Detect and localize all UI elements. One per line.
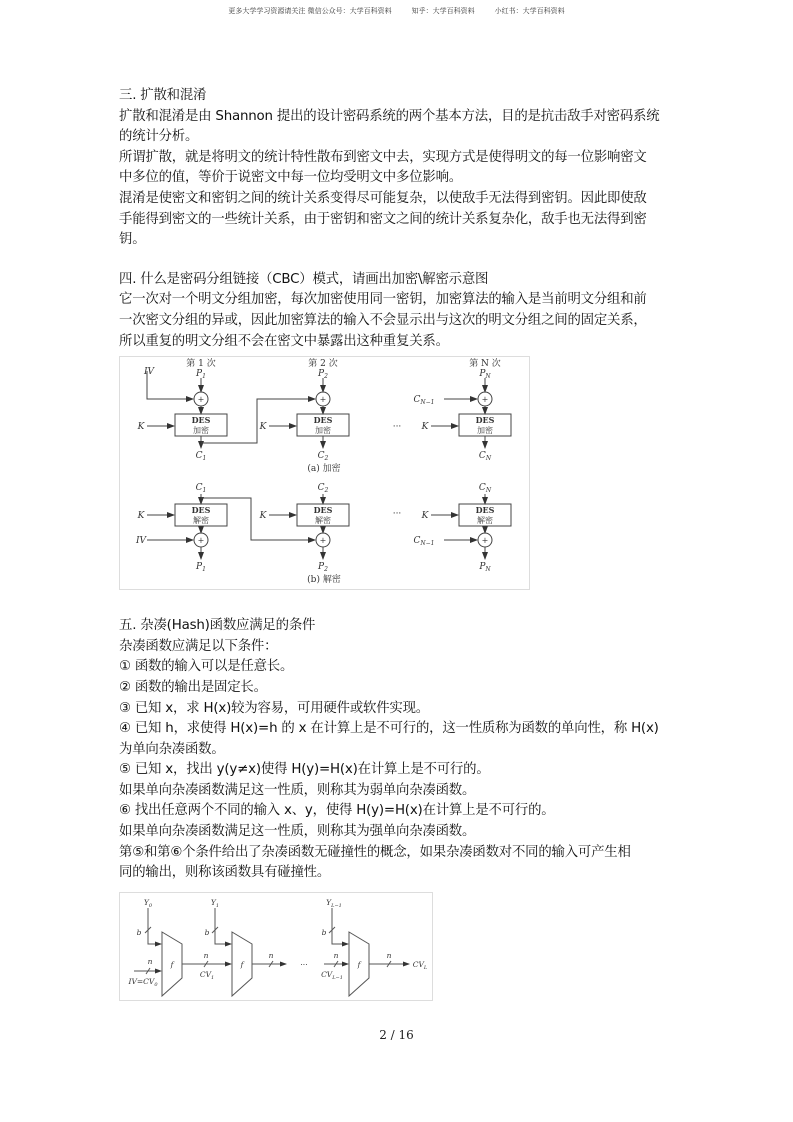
page-header xyxy=(0,6,793,16)
plaintext-label: $P_N$ xyxy=(479,369,491,381)
paragraph-line: 的统计分析。 xyxy=(119,129,199,145)
n-label: n xyxy=(386,950,392,960)
caption-encrypt: (a) 加密 xyxy=(307,464,341,475)
paragraph-line: 第⑤和第⑥个条件给出了杂凑函数无碰撞性的概念，如果杂凑函数对不同的输入可产生相 xyxy=(119,844,631,860)
encrypt-label: 加密 xyxy=(315,426,331,436)
paragraph-line: 为单向杂凑函数。 xyxy=(119,741,225,757)
xor-symbol: + xyxy=(319,395,327,405)
ellipsis: ··· xyxy=(300,959,308,969)
des-label: DES xyxy=(475,505,495,516)
prev-cipher-label: $C_{N-1}$ xyxy=(413,395,435,407)
paragraph-line: 手能得到密文的一些统计关系，由于密钥和密文之间的统计关系复杂化，敌手也无法得到密 xyxy=(119,211,647,227)
n-label: n xyxy=(203,950,209,960)
key-label: K xyxy=(137,422,145,433)
n-label: n xyxy=(268,950,274,960)
encrypt-label: 加密 xyxy=(193,426,209,436)
paragraph-line: 所以重复的明文分组不会在密文中暴露出这种重复关系。 xyxy=(119,333,449,349)
xor-symbol: + xyxy=(197,536,205,546)
f-label: f xyxy=(357,959,361,969)
ellipsis: ··· xyxy=(392,422,402,433)
header-zhihu: 知乎：大学百科资料 xyxy=(411,7,475,15)
header-xiaohongshu: 小红书：大学百科资料 xyxy=(494,7,565,15)
plaintext-label: $P_1$ xyxy=(196,562,206,574)
round-label: 第 2 次 xyxy=(308,359,338,370)
list-item: ⑤ 已知 x，找出 y(y≠x)使得 H(y)=H(x)在计算上是不可行的。 xyxy=(119,762,490,778)
b-label: b xyxy=(321,927,327,937)
key-label: K xyxy=(137,511,145,522)
paragraph-line: 钥。 xyxy=(119,232,146,248)
block-label: $Y_{L-1}$ xyxy=(326,897,342,909)
paragraph-line: 中多位的值，等价于说密文中每一位均受明文中多位影响。 xyxy=(119,170,462,186)
header-wechat: 更多大学学习资源请关注 微信公众号：大学百科资料 xyxy=(228,7,392,15)
block-label: $Y_0$ xyxy=(143,897,153,909)
des-label: DES xyxy=(475,415,495,426)
encrypt-label: 加密 xyxy=(477,426,493,436)
ciphertext-label: $C_2$ xyxy=(317,483,329,495)
plaintext-label: $P_2$ xyxy=(318,369,328,381)
list-item: ② 函数的输出是固定长。 xyxy=(119,679,267,695)
ciphertext-label: $C_N$ xyxy=(478,483,492,495)
list-item: ① 函数的输入可以是任意长。 xyxy=(119,659,294,675)
ellipsis: ··· xyxy=(392,509,402,520)
des-label: DES xyxy=(313,505,333,516)
key-label: K xyxy=(259,422,267,433)
paragraph-line: 扩散和混淆是由 Shannon 提出的设计密码系统的两个基本方法，目的是抗击敌手对密码系统 xyxy=(119,108,660,124)
b-label: b xyxy=(204,927,210,937)
paragraph-line: 一次密文分组的异或，因此加密算法的输入不会显示出与这次的明文分组之间的固定关系， xyxy=(119,312,647,328)
paragraph-line: 混淆是使密文和密钥之间的统计关系变得尽可能复杂，以使敌手无法得到密钥。因此即使敌 xyxy=(119,190,647,206)
key-label: K xyxy=(259,511,267,522)
round-label: 第 1 次 xyxy=(186,359,216,370)
xor-symbol: + xyxy=(481,395,489,405)
cbc-diagram xyxy=(119,356,530,590)
ciphertext-label: $C_1$ xyxy=(195,451,207,463)
hash-chain-diagram xyxy=(119,892,433,1001)
f-label: f xyxy=(240,959,244,969)
list-item: ③ 已知 x，求 H(x)较为容易，可用硬件或软件实现。 xyxy=(119,700,429,716)
decrypt-label: 解密 xyxy=(315,516,331,526)
iv-cv0-label: $IV=CV_0$ xyxy=(128,976,158,988)
section-5-title: 五. 杂凑(Hash)函数应满足的条件 xyxy=(119,618,316,634)
des-label: DES xyxy=(191,415,211,426)
document-body xyxy=(119,86,679,1001)
paragraph-line: 同的输出，则称该函数具有碰撞性。 xyxy=(119,865,331,881)
plaintext-label: $P_N$ xyxy=(479,562,491,574)
decrypt-label: 解密 xyxy=(193,516,209,526)
xor-symbol: + xyxy=(481,536,489,546)
ciphertext-label: $C_N$ xyxy=(478,451,492,463)
paragraph-line: 所谓扩散，就是将明文的统计特性散布到密文中去，实现方式是使得明文的每一位影响密文 xyxy=(119,149,647,165)
block-label: $Y_1$ xyxy=(210,897,220,909)
list-item: ⑥ 找出任意两个不同的输入 x、y，使得 H(y)=H(x)在计算上是不可行的。 xyxy=(119,803,555,819)
paragraph-line: 如果单向杂凑函数满足这一性质，则称其为强单向杂凑函数。 xyxy=(119,824,476,840)
prev-cipher-label: $C_{N-1}$ xyxy=(413,536,435,548)
ciphertext-label: $C_2$ xyxy=(317,451,329,463)
key-label: K xyxy=(421,422,429,433)
n-label: n xyxy=(147,956,153,966)
round-label: 第 N 次 xyxy=(469,359,501,370)
ciphertext-label: $C_1$ xyxy=(195,483,207,495)
key-label: K xyxy=(421,511,429,522)
xor-symbol: + xyxy=(319,536,327,546)
section-4-title: 四. 什么是密码分组链接（CBC）模式，请画出加密\解密示意图 xyxy=(119,271,489,287)
paragraph-line: 它一次对一个明文分组加密，每次加密使用同一密钥，加密算法的输入是当前明文分组和前 xyxy=(119,292,647,308)
b-label: b xyxy=(136,927,142,937)
plaintext-label: $P_2$ xyxy=(318,562,328,574)
iv-label: IV xyxy=(135,536,147,547)
paragraph-line: 如果单向杂凑函数满足这一性质，则称其为弱单向杂凑函数。 xyxy=(119,782,476,798)
decrypt-label: 解密 xyxy=(477,516,493,526)
section-3-title: 三. 扩散和混淆 xyxy=(119,88,207,103)
cv-label: $CV_{L-1}$ xyxy=(321,969,343,981)
plaintext-label: $P_1$ xyxy=(196,369,206,381)
list-item: ④ 已知 h，求使得 H(x)=h 的 x 在计算上是不可行的，这一性质称为函数的单向性，称 H(x) xyxy=(119,721,659,737)
des-label: DES xyxy=(313,415,333,426)
n-label: n xyxy=(333,950,339,960)
des-label: DES xyxy=(191,505,211,516)
paragraph-line: 杂凑函数应满足以下条件： xyxy=(119,638,278,654)
f-label: f xyxy=(170,959,174,969)
page-number: 2 / 16 xyxy=(379,1028,414,1042)
caption-decrypt: (b) 解密 xyxy=(307,575,341,586)
xor-symbol: + xyxy=(197,395,205,405)
cv-label: $CV_L$ xyxy=(412,959,428,971)
iv-label: IV xyxy=(143,367,155,378)
cv-label: $CV_1$ xyxy=(199,969,215,981)
